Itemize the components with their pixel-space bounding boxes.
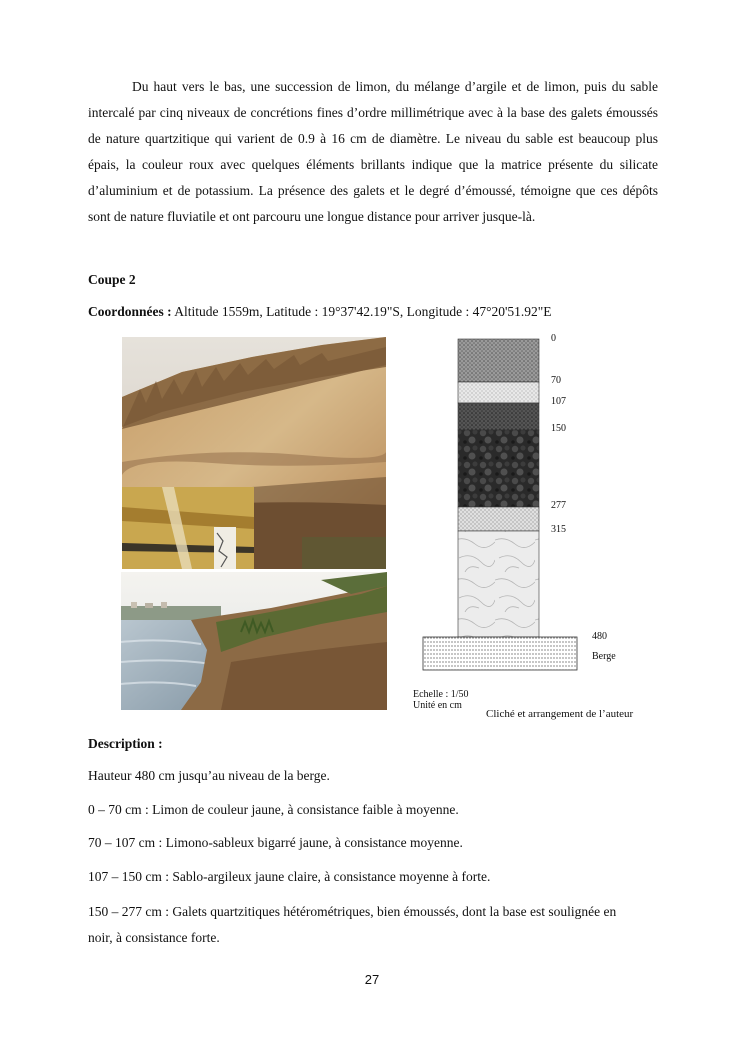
depth-mark-315: 315	[551, 524, 566, 535]
layer-70-107	[458, 382, 539, 403]
intro-paragraph: Du haut vers le bas, une succession de limon, du mélange d’argile et de limon, puis du sable intercalé par cinq niveaux de concrétions fines d’ordre millimétrique avec à la base des galets émoussés de nature quartzitique qui varient de 0.9 à 16 cm de diamètre. Le niveau du sable est beaucoup plus épais, la couleur roux avec quelques éléments brillants indique que la matrice présente du silicate d’aluminium et de potassium. La présence des galets et le degré d’émoussé, témoigne que ces dépôts sont de nature fluviatile et ont parcouru une longue distance pour arriver jusque-là.	[88, 79, 658, 224]
layer-description: 107 – 150 cm : Sablo-argileux jaune claire, à consistance moyenne à forte.	[88, 869, 491, 884]
layer-0-70	[458, 339, 539, 382]
base-berge	[423, 637, 577, 670]
depth-mark-277: 277	[551, 500, 566, 511]
figure-credit: Cliché et arrangement de l’auteur	[486, 708, 634, 720]
coordinates-text: Altitude 1559m, Latitude : 19°37'42.19"S, Longitude : 47°20'51.92"E	[174, 304, 552, 319]
scale-label: Echelle : 1/50	[413, 689, 469, 700]
riverbank-photo	[121, 572, 387, 710]
description-height: Hauteur 480 cm jusqu’au niveau de la berge.	[88, 768, 330, 783]
outcrop-photo	[122, 337, 386, 569]
layer-150-277	[458, 430, 539, 507]
section-heading: Coupe 2	[88, 272, 136, 287]
unit-label: Unité en cm	[413, 700, 462, 711]
layer-description: 150 – 277 cm : Galets quartzitiques hétérométriques, bien émoussés, dont la base est soulignée en noir, à consistance forte.	[88, 904, 617, 945]
layer-277-315	[458, 507, 539, 531]
berge-label: Berge	[592, 651, 616, 662]
layer-description: 0 – 70 cm : Limon de couleur jaune, à consistance faible à moyenne.	[88, 802, 459, 817]
depth-mark-107: 107	[551, 396, 566, 407]
description-heading: Description :	[88, 736, 163, 751]
depth-mark-0: 0	[551, 333, 556, 344]
depth-mark-480: 480	[592, 631, 607, 642]
page-number: 27	[364, 972, 380, 987]
coordinates-label: Coordonnées :	[88, 304, 172, 319]
layer-107-150	[458, 403, 539, 430]
depth-mark-70: 70	[551, 375, 561, 386]
layer-description: 70 – 107 cm : Limono-sableux bigarré jaune, à consistance moyenne.	[88, 835, 463, 850]
layer-315-480	[458, 531, 539, 637]
depth-mark-150: 150	[551, 423, 566, 434]
coordinates-line	[88, 302, 552, 322]
